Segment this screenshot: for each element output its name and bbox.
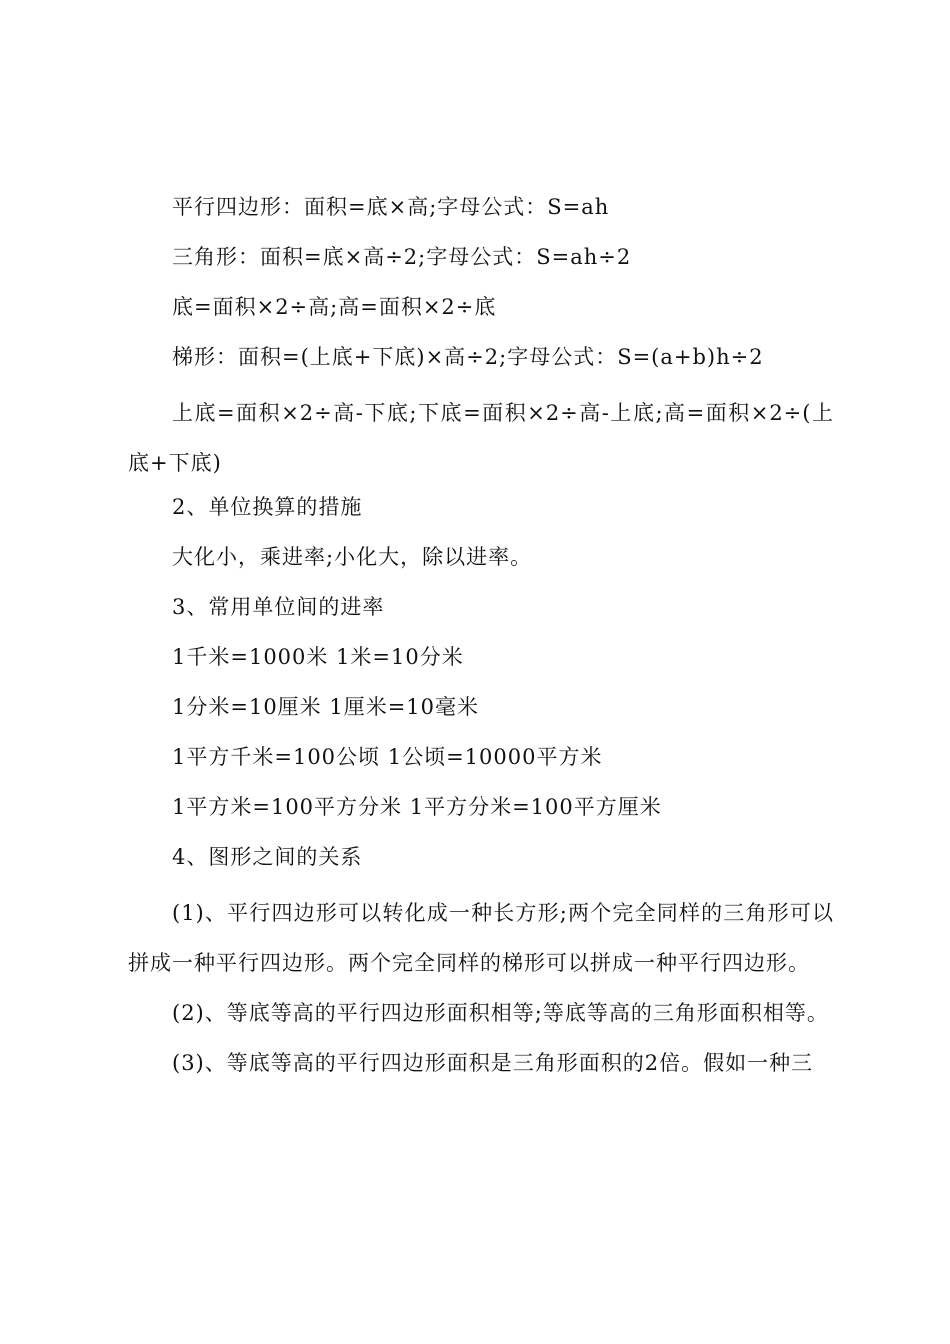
relation-item-1: (1)、平行四边形可以转化成一种长方形;两个完全同样的三角形可以拼成一种平行四边形。两个完全同样的梯形可以拼成一种平行四边形。 bbox=[128, 901, 834, 975]
section-heading-unit-rates: 3、常用单位间的进率 bbox=[172, 595, 385, 619]
formula-trapezoid-bases: 上底=面积×2÷高-下底;下底=面积×2÷高-上底;高=面积×2÷(上底+下底) bbox=[128, 401, 834, 475]
relation-item-2: (2)、等底等高的平行四边形面积相等;等底等高的三角形面积相等。 bbox=[172, 1001, 829, 1025]
unit-rate-area-2: 1平方米=100平方分米 1平方分米=100平方厘米 bbox=[172, 795, 662, 819]
relation-item-3: (3)、等底等高的平行四边形面积是三角形面积的2倍。假如一种三 bbox=[172, 1051, 814, 1075]
formula-parallelogram: 平行四边形：面积=底×高;字母公式：S=ah bbox=[172, 195, 610, 219]
section-heading-unit-conversion: 2、单位换算的措施 bbox=[172, 495, 363, 519]
formula-trapezoid: 梯形：面积=(上底+下底)×高÷2;字母公式：S=(a+b)h÷2 bbox=[172, 345, 764, 369]
unit-rate-area-1: 1平方千米=100公顷 1公顷=10000平方米 bbox=[172, 745, 603, 769]
section-heading-shape-relations: 4、图形之间的关系 bbox=[172, 845, 363, 869]
formula-triangle-base-height: 底=面积×2÷高;高=面积×2÷底 bbox=[172, 295, 497, 319]
unit-rate-length-2: 1分米=10厘米 1厘米=10毫米 bbox=[172, 695, 480, 719]
formula-triangle: 三角形：面积=底×高÷2;字母公式：S=ah÷2 bbox=[172, 245, 632, 269]
unit-conversion-rule: 大化小，乘进率;小化大，除以进率。 bbox=[172, 545, 533, 569]
unit-rate-length-1: 1千米=1000米 1米=10分米 bbox=[172, 645, 464, 669]
document-body bbox=[128, 188, 834, 1088]
